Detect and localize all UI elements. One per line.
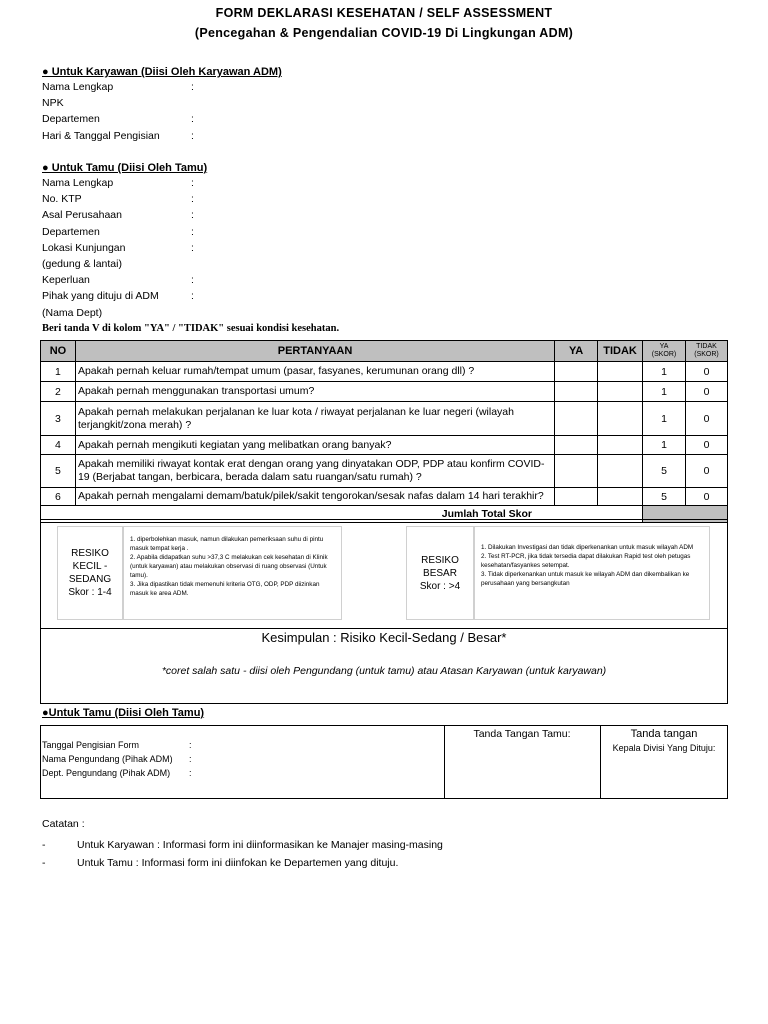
ya-skor-cell: 1 xyxy=(643,436,686,455)
field-label: Asal Perusahaan xyxy=(42,209,122,222)
conclusion-note: *coret salah satu - diisi oleh Pengundang (untuk tamu) atau Atasan Karyawan (untuk karyawan) xyxy=(161,665,607,677)
tidak-skor-cell: 0 xyxy=(685,455,727,488)
catatan-dash: - xyxy=(42,857,46,869)
row-question: Apakah pernah mengalami demam/batuk/pilek/sakit tengorokan/sesak nafas dalam 14 hari terakhir? xyxy=(75,488,554,506)
header-ya-skor-line2: (SKOR) xyxy=(651,351,677,358)
field-input[interactable]: : xyxy=(191,209,194,222)
questionnaire-table xyxy=(40,340,728,523)
field-input[interactable]: : xyxy=(191,177,194,189)
risk-low-line2: KECIL - xyxy=(72,561,108,572)
field-input[interactable]: : xyxy=(191,225,194,238)
field-input[interactable]: : xyxy=(191,193,194,206)
header-tidak-skor xyxy=(685,341,727,362)
ttd-kepala-title: Tanda tangan xyxy=(630,728,698,740)
karyawan-heading: ● Untuk Karyawan (Diisi Oleh Karyawan ADM) xyxy=(42,66,282,78)
row-question: Apakah pernah mengikuti kegiatan yang melibatkan orang banyak? xyxy=(75,436,554,455)
risk-high-line2: BESAR xyxy=(423,567,457,579)
risk-high-category xyxy=(406,526,474,620)
table-row xyxy=(41,436,728,455)
header-tidak-skor-line2: (SKOR) xyxy=(694,351,719,358)
field-label: Tanggal Pengisian Form xyxy=(42,740,140,750)
row-no: 4 xyxy=(41,436,76,455)
ya-skor-cell: 1 xyxy=(643,382,686,402)
ya-checkbox-cell[interactable] xyxy=(555,436,598,455)
header-tidak: TIDAK xyxy=(598,341,643,362)
tidak-skor-cell: 0 xyxy=(685,402,727,436)
ya-checkbox-cell[interactable] xyxy=(555,455,598,488)
table-header-row xyxy=(41,341,728,362)
header-no: NO xyxy=(41,341,76,362)
field-label: (gedung & lantai) xyxy=(42,258,122,270)
field-label: Departemen xyxy=(42,113,100,126)
ya-checkbox-cell[interactable] xyxy=(555,488,598,506)
tidak-checkbox-cell[interactable] xyxy=(598,382,643,402)
field-label: Keperluan xyxy=(42,274,90,287)
form-title: FORM DEKLARASI KESEHATAN / SELF ASSESSMENT xyxy=(215,6,553,20)
row-no: 6 xyxy=(41,488,76,506)
table-row xyxy=(41,362,728,382)
catatan-item: Untuk Tamu : Informasi form ini diinfokan ke Departemen yang dituju. xyxy=(77,857,399,869)
row-question: Apakah pernah keluar rumah/tempat umum (pasar, fasyanes, kerumunan orang dll) ? xyxy=(75,362,554,382)
tidak-skor-cell: 0 xyxy=(685,362,727,382)
table-row xyxy=(41,488,728,506)
tamu2-heading: ●Untuk Tamu (Diisi Oleh Tamu) xyxy=(42,707,205,719)
field-label: NPK xyxy=(42,97,64,110)
ya-checkbox-cell[interactable] xyxy=(555,382,598,402)
tidak-skor-cell: 0 xyxy=(685,382,727,402)
field-label: Pihak yang dituju di ADM xyxy=(42,290,159,303)
header-ya: YA xyxy=(555,341,598,362)
risk-high-note: 3. Tidak diperkenankan untuk masuk ke wilayah ADM dan dikembalikan ke perusahaan yang bersangkutan xyxy=(481,571,690,587)
field-label: (Nama Dept) xyxy=(42,306,103,319)
risk-low-note: 3. Jika dipastikan tidak memenuhi kriteria OTG, ODP, PDP diizinkan masuk ke area ADM. xyxy=(130,581,320,597)
tidak-checkbox-cell[interactable] xyxy=(598,402,643,436)
field-input[interactable]: : xyxy=(191,81,194,93)
ya-skor-cell: 1 xyxy=(643,402,686,436)
row-no: 5 xyxy=(41,455,76,488)
field-label: No. KTP xyxy=(42,193,82,206)
row-question: Apakah pernah melakukan perjalanan ke luar kota / riwayat perjalanan ke luar negeri (wilayah terjangkit/zona merah) ? xyxy=(75,402,554,436)
field-label: Nama Pengundang (Pihak ADM) xyxy=(42,754,173,764)
field-input[interactable]: : xyxy=(189,740,192,750)
field-label: Nama Lengkap xyxy=(42,177,114,189)
row-no: 1 xyxy=(41,362,76,382)
tidak-checkbox-cell[interactable] xyxy=(598,488,643,506)
field-label: Departemen xyxy=(42,225,100,238)
row-question: Apakah pernah menggunakan transportasi umum? xyxy=(75,382,554,402)
risk-low-line4: Skor : 1-4 xyxy=(68,587,112,598)
header-ya-skor-line1: YA xyxy=(659,343,669,350)
field-label: Nama Lengkap xyxy=(42,81,114,93)
ttd-tamu-label: Tanda Tangan Tamu: xyxy=(473,728,571,740)
total-label: Jumlah Total Skor xyxy=(41,506,643,523)
risk-high-notes xyxy=(474,526,710,620)
risk-high-line1: RESIKO xyxy=(421,554,459,566)
catatan-label: Catatan : xyxy=(42,818,85,830)
table-row xyxy=(41,402,728,436)
risk-low-note: 1. diperbolehkan masuk, namun dilakukan pemeriksaan suhu di pintu masuk tempat kerja . xyxy=(130,536,324,552)
field-input[interactable]: : xyxy=(191,113,194,126)
risk-low-notes xyxy=(123,526,342,620)
field-input[interactable]: : xyxy=(191,274,194,287)
tidak-checkbox-cell[interactable] xyxy=(598,362,643,382)
row-no: 3 xyxy=(41,402,76,436)
tidak-checkbox-cell[interactable] xyxy=(598,455,643,488)
header-pertanyaan: PERTANYAAN xyxy=(75,341,554,362)
ya-skor-cell: 5 xyxy=(643,455,686,488)
table-row xyxy=(41,455,728,488)
table-row xyxy=(41,382,728,402)
risk-high-note: 1. Dilakukan Investigasi dan tidak diperkenankan untuk masuk wilayah ADM xyxy=(481,544,694,551)
risk-high-note: 2. Test RT-PCR, jika tidak tersedia dapat dilakukan Rapid test oleh petugas kesehatan/fasyankes setempat. xyxy=(481,553,691,569)
risk-low-line3: SEDANG xyxy=(68,574,112,585)
tamu-heading: ● Untuk Tamu (Diisi Oleh Tamu) xyxy=(42,162,208,174)
ya-checkbox-cell[interactable] xyxy=(555,402,598,436)
tidak-skor-cell: 0 xyxy=(685,488,727,506)
risk-low-category xyxy=(57,526,123,620)
field-input[interactable]: : xyxy=(191,241,194,254)
instruction-text: Beri tanda V di kolom "YA" / "TIDAK" sesuai kondisi kesehatan. xyxy=(42,323,340,334)
ya-checkbox-cell[interactable] xyxy=(555,362,598,382)
risk-high-line3: Skor : >4 xyxy=(419,580,461,592)
ya-skor-cell: 1 xyxy=(643,362,686,382)
field-label: Dept. Pengundang (Pihak ADM) xyxy=(42,768,171,778)
conclusion-title: Kesimpulan : Risiko Kecil-Sedang / Besar* xyxy=(261,630,507,645)
field-label: Hari & Tanggal Pengisian xyxy=(42,129,160,142)
ttd-kepala-sub: Kepala Divisi Yang Dituju: xyxy=(612,743,716,753)
catatan-dash: - xyxy=(42,839,46,851)
ya-skor-cell: 5 xyxy=(643,488,686,506)
field-input[interactable]: : xyxy=(191,290,194,303)
tidak-checkbox-cell[interactable] xyxy=(598,436,643,455)
field-label: Lokasi Kunjungan xyxy=(42,241,126,254)
row-question: Apakah memiliki riwayat kontak erat dengan orang yang dinyatakan ODP, PDP atau konfirm COVID-19 (Berjabat tangan, berbicara, berada dalam satu ruangan/satu rumah) ? xyxy=(75,455,554,488)
risk-low-line1: RESIKO xyxy=(71,548,109,559)
catatan-item: Untuk Karyawan : Informasi form ini diinformasikan ke Manajer masing-masing xyxy=(77,839,443,851)
header-ya-skor xyxy=(643,341,686,362)
form-subtitle: (Pencegahan & Pengendalian COVID-19 Di Lingkungan ADM) xyxy=(194,26,574,40)
risk-low-note: 2. Apabila didapatkan suhu >37,3 C melakukan cek kesehatan di Klinik (untuk karyawan) atau melakukan observasi di ruang observasi (Untuk tamu). xyxy=(130,554,328,579)
field-input[interactable]: : xyxy=(189,754,192,764)
row-no: 2 xyxy=(41,382,76,402)
field-input[interactable]: : xyxy=(189,768,192,778)
header-tidak-skor-line1: TIDAK xyxy=(696,343,717,350)
tidak-skor-cell: 0 xyxy=(685,436,727,455)
field-input[interactable]: : xyxy=(191,129,194,142)
